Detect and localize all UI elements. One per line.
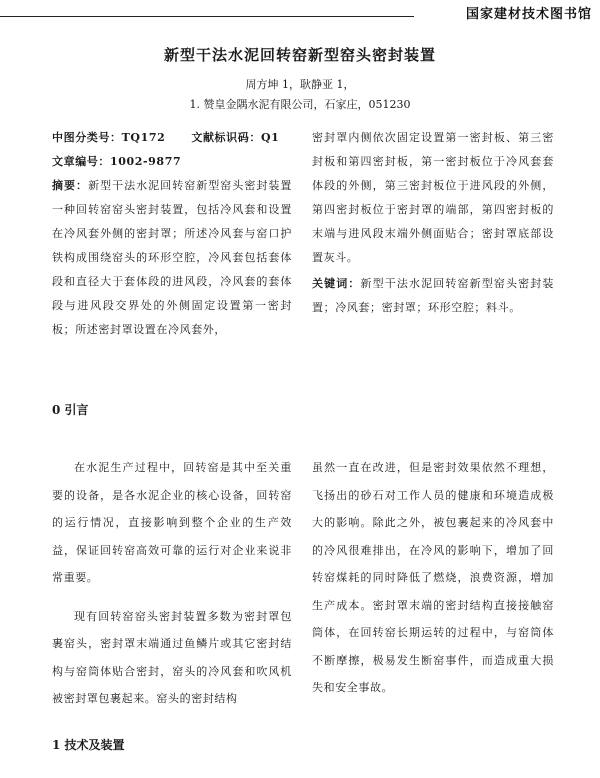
keywords-label: 关键词：: [312, 277, 361, 290]
intro-paragraph-2: 现有回转窑窑头密封装置多数为密封罩包裹窑头，密封罩末端通过鱼鳞片或其它密封结构与窑筒体贴合密封，窑头的冷风套和吹风机被密封罩包裹起来。窑头的密封结构: [52, 609, 292, 705]
clc-pair: [52, 126, 165, 150]
abstract-part-1: [52, 174, 292, 342]
article-no-label: 文章编号：: [52, 155, 110, 168]
front-matter-right: [312, 126, 554, 320]
paper-authors: 周方坤 1，耿静亚 1，: [245, 78, 355, 91]
abstract-part-2: 密封罩内侧依次固定设置第一密封板、第三密封板和第四密封板，第一密封板位于冷风套套体段的外侧，第三密封板位于进风段的外侧，第四密封板位于密封罩的端部，第四密封板的末端与进风段末端外侧面贴合；密封罩底部设置灰斗。: [312, 131, 554, 264]
keywords-paragraph: [312, 272, 554, 320]
intro-paragraph-1: 在水泥生产过程中，回转窑是其中至关重要的设备，是各水泥企业的核心设备，回转窑的运行情况，直接影响到整个企业的生产效益，保证回转窑高效可靠的运行对企业来说非常重要。: [52, 461, 292, 584]
abstract-text-left: 新型干法水泥回转窑新型窑头密封装置一种回转窑窑头密封装置，包括冷风套和设置在冷风套外侧的密封罩；所述冷风套与窑口护铁构成围绕窑头的环形空腔，冷风套包括套体段和直径大于套体段的进风段，冷风套的套体段与进风段交界处的外侧固定设置第一密封板；所述密封罩设置在冷风套外，: [52, 179, 292, 336]
article-number-row: [52, 150, 292, 174]
library-brand: 国家建材技术图书馆: [465, 7, 592, 22]
front-matter-left: [52, 126, 292, 342]
doc-code-pair: [191, 126, 279, 150]
doc-code-value: Q1: [260, 131, 280, 144]
paper-title: 新型干法水泥回转窑新型窑头密封装置: [163, 46, 436, 64]
doc-code-label: 文献标识码：: [191, 131, 261, 144]
section-heading-technology: 1 技术及装置: [52, 738, 125, 752]
intro-paragraph-3: 虽然一直在改进，但是密封效果依然不理想，飞扬出的砂石对工作人员的健康和环境造成极大的影响。除此之外，被包裹起来的冷风套中的冷风很难排出，在冷风的影响下，增加了回转窑煤耗的同时降低了燃烧，浪费资源，增加生产成本。密封罩末端的密封结构直接接触窑筒体，在回转窑长期运转的过程中，与窑筒体不断摩擦，极易发生断窑事件，而造成重大损失和安全事故。: [312, 461, 554, 694]
section-heading-introduction: 0 引言: [52, 403, 89, 417]
article-no-value: 1002-9877: [110, 155, 182, 168]
intro-left-column: [52, 454, 292, 713]
clc-label: 中图分类号：: [52, 131, 122, 144]
clc-value: TQ172: [121, 131, 166, 144]
header-rule: [0, 16, 414, 17]
keywords-text: 新型干法水泥回转窑新型窑头密封装置；冷风套；密封罩；环形空腔；料斗。: [312, 277, 554, 314]
intro-right-column: [312, 454, 554, 702]
classification-row: [52, 126, 292, 150]
abstract-label: 摘要：: [52, 179, 89, 192]
paper-affiliation: 1. 赞皇金隅水泥有限公司，石家庄，051230: [189, 98, 411, 111]
